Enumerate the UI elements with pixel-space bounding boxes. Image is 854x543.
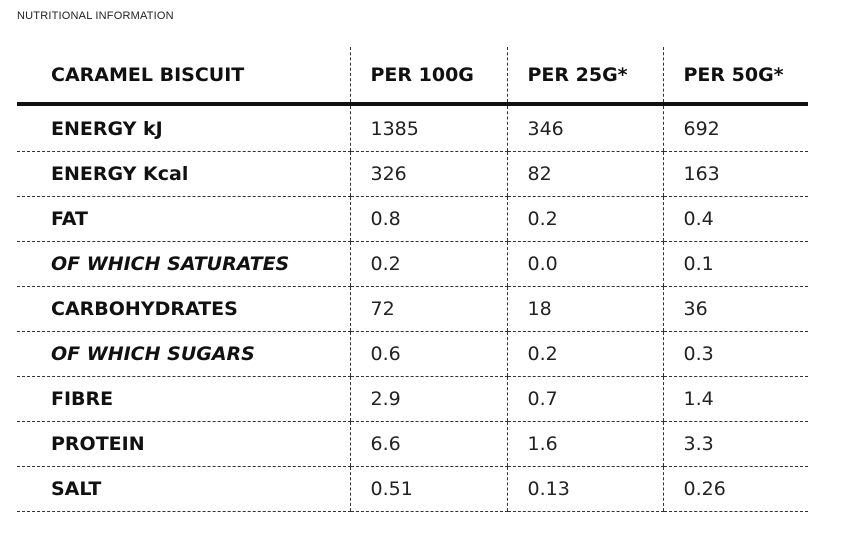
table-row xyxy=(17,332,808,377)
value-per-50g: 0.26 xyxy=(663,467,808,512)
value-per-100g: 72 xyxy=(350,287,507,332)
nutrient-label: CARBOHYDRATES xyxy=(17,287,350,332)
table-row xyxy=(17,467,808,512)
value-per-100g: 6.6 xyxy=(350,422,507,467)
value-per-100g: 0.51 xyxy=(350,467,507,512)
table-row xyxy=(17,197,808,242)
value-per-100g: 1385 xyxy=(350,104,507,152)
value-per-25g: 0.2 xyxy=(507,332,663,377)
table-row xyxy=(17,422,808,467)
value-per-50g: 163 xyxy=(663,152,808,197)
header-product: CARAMEL BISCUIT xyxy=(17,47,350,104)
table-row xyxy=(17,377,808,422)
nutrient-label: ENERGY Kcal xyxy=(17,152,350,197)
value-per-50g: 0.1 xyxy=(663,242,808,287)
value-per-25g: 0.0 xyxy=(507,242,663,287)
header-per-50g: PER 50G* xyxy=(663,47,808,104)
nutrient-label: FAT xyxy=(17,197,350,242)
value-per-50g: 0.3 xyxy=(663,332,808,377)
value-per-50g: 0.4 xyxy=(663,197,808,242)
table-header-row xyxy=(17,47,808,104)
value-per-25g: 1.6 xyxy=(507,422,663,467)
table-row xyxy=(17,242,808,287)
value-per-100g: 0.2 xyxy=(350,242,507,287)
table-row xyxy=(17,104,808,152)
value-per-25g: 0.7 xyxy=(507,377,663,422)
table-row xyxy=(17,287,808,332)
nutrient-label: FIBRE xyxy=(17,377,350,422)
value-per-50g: 36 xyxy=(663,287,808,332)
nutrient-label: ENERGY kJ xyxy=(17,104,350,152)
value-per-100g: 0.6 xyxy=(350,332,507,377)
value-per-25g: 0.2 xyxy=(507,197,663,242)
value-per-50g: 1.4 xyxy=(663,377,808,422)
value-per-25g: 346 xyxy=(507,104,663,152)
nutrient-label: PROTEIN xyxy=(17,422,350,467)
value-per-100g: 0.8 xyxy=(350,197,507,242)
nutrient-label: OF WHICH SUGARS xyxy=(17,332,350,377)
value-per-100g: 326 xyxy=(350,152,507,197)
section-title: NUTRITIONAL INFORMATION xyxy=(17,10,174,22)
value-per-25g: 0.13 xyxy=(507,467,663,512)
value-per-50g: 692 xyxy=(663,104,808,152)
value-per-25g: 82 xyxy=(507,152,663,197)
table-row xyxy=(17,152,808,197)
value-per-25g: 18 xyxy=(507,287,663,332)
value-per-100g: 2.9 xyxy=(350,377,507,422)
nutrition-table xyxy=(17,47,808,512)
nutrient-label: OF WHICH SATURATES xyxy=(17,242,350,287)
header-per-25g: PER 25G* xyxy=(507,47,663,104)
value-per-50g: 3.3 xyxy=(663,422,808,467)
header-per-100g: PER 100G xyxy=(350,47,507,104)
nutrient-label: SALT xyxy=(17,467,350,512)
